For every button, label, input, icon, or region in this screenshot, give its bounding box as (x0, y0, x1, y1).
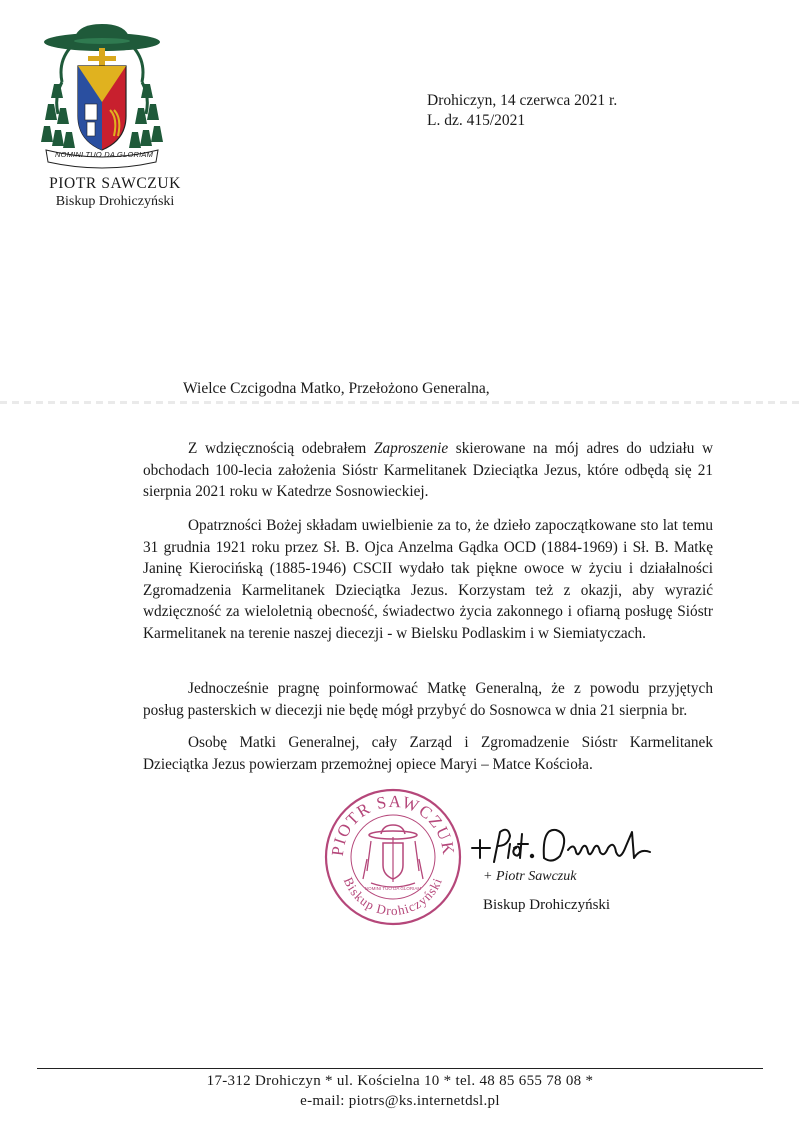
paragraph-2-text: Opatrzności Bożej składam uwielbienie za to, że dzieło zapoczątkowane sto lat temu 31 grudnia 1921 roku przez Sł. B. Ojca Anzelma Gądka OCD (1884-1969) i Sł. B. Matkę Janinę Kierocińską (1885-1946) CSCII wydało tak piękne owoce w życiu i działalności Zgromadzenia Karmelitanek Dzieciątka Jezus. Korzystam też z okazji, aby wyrazić wdzięczność za wieloletnią obecność, świadectwo życia zakonnego i ofiarną posługę Sióstr Karmelitanek na terenie naszej diecezji - w Bielsku Podlaskim i w Siemiatyczach. (143, 517, 713, 642)
seal-top-text: PIOTR SAWCZUK (327, 791, 459, 858)
signatory-name: + Piotr Sawczuk (483, 869, 577, 884)
paragraph-1 (143, 438, 713, 503)
sender-title: Biskup Drohiczyński (55, 194, 175, 209)
footer-divider (37, 1068, 763, 1069)
paragraph-1-text-b: skierowane na mój adres do udziału w obchodach 100-lecia założenia Sióstr Karmelitanek Dzieciątka Jezus, które odbędą się 21 sierpnia 2021 roku w Katedrze Sosnowieckiej. (143, 440, 713, 500)
motto-ribbon-text: NOMINI TUO DA GLORIAM (54, 150, 154, 159)
footer-email: e-mail: piotrs@ks.internetdsl.pl (300, 1093, 500, 1109)
place-and-date: Drohiczyn, 14 czerwca 2021 r. (427, 92, 618, 109)
paper-fold-line (0, 401, 800, 404)
paragraph-1-text-a: Z wdzięcznością odebrałem (188, 440, 374, 457)
paragraph-1-italic: Zaproszenie (373, 440, 449, 457)
paragraph-2 (143, 515, 713, 644)
sender-name: PIOTR SAWCZUK (49, 175, 181, 192)
footer-address: 17-312 Drohiczyn * ul. Kościelna 10 * tel. 48 85 655 78 08 * (206, 1073, 594, 1089)
paragraph-3 (143, 678, 713, 721)
paragraph-3-text: Jednocześnie pragnę poinformować Matkę Generalną, że z powodu przyjętych posług pasterskich w diecezji nie będę mógł przybyć do Sosnowca w dnia 21 sierpnia br. (143, 680, 713, 719)
episcopal-seal-stamp (323, 787, 463, 927)
seal-bottom-text: Biskup Drohiczyński (340, 874, 446, 919)
signatory-title: Biskup Drohiczyński (483, 897, 611, 913)
seal-motto: NOMINI TUO DA GLORIAM (364, 886, 422, 891)
reference-number: L. dz. 415/2021 (427, 112, 526, 129)
paragraph-4 (143, 732, 713, 775)
salutation: Wielce Czcigodna Matko, Przełożono Generalna, (183, 380, 490, 397)
paragraph-4-text: Osobę Matki Generalnej, cały Zarząd i Zgromadzenie Sióstr Karmelitanek Dzieciątka Jezus powierzam przemożnej opiece Maryi – Matce Kościoła. (143, 734, 713, 773)
